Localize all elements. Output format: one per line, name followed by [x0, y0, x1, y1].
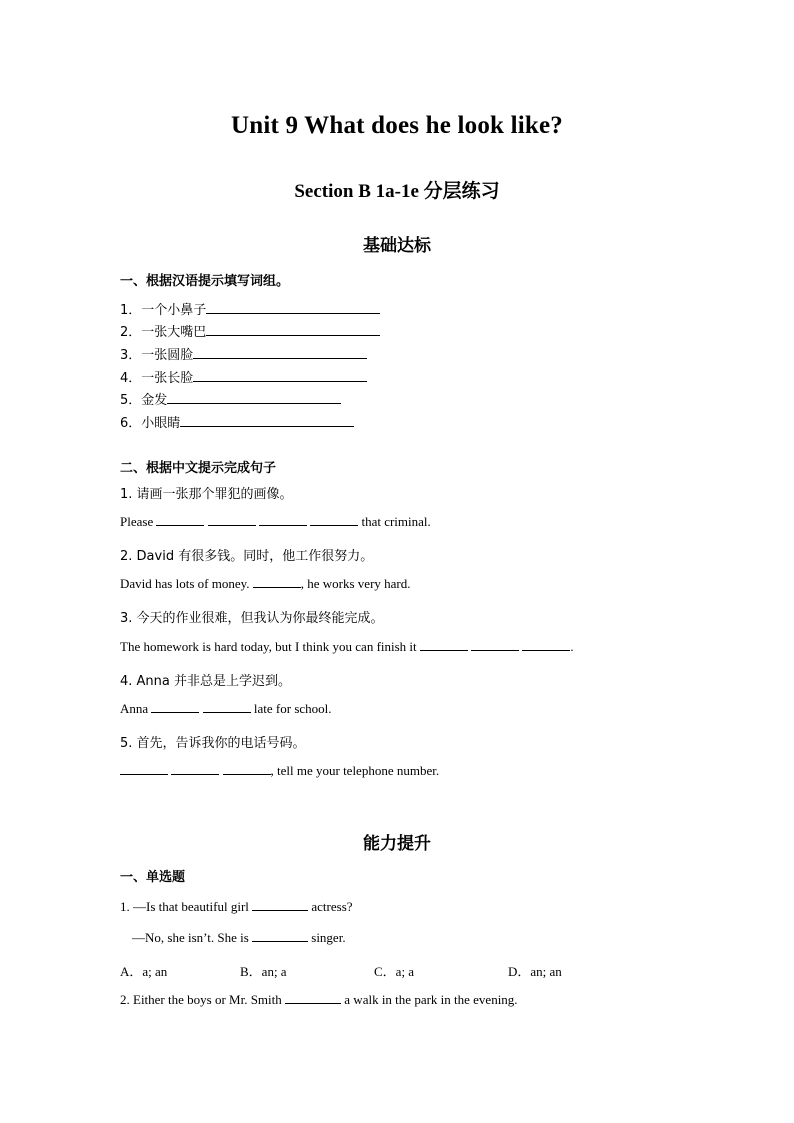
question-text: a walk in the park in the evening.	[344, 992, 518, 1007]
sentence-line-en	[120, 701, 332, 717]
item-number: 1．	[120, 303, 142, 318]
sentence-part-heading: 二、根据中文提示完成句子	[120, 461, 277, 476]
question-line	[120, 992, 518, 1008]
item-number: 6．	[120, 416, 142, 431]
answer-blank[interactable]	[120, 763, 168, 775]
item-number: 4．	[120, 371, 142, 386]
answer-blank[interactable]	[285, 992, 341, 1004]
question-text: 1. —Is that beautiful girl	[120, 899, 249, 914]
basic-section-heading: 基础达标	[363, 236, 431, 256]
sentence-line-en	[120, 576, 411, 592]
answer-blank[interactable]	[171, 763, 219, 775]
question-text: actress?	[311, 899, 353, 914]
answer-line[interactable]	[206, 322, 380, 336]
vocab-item	[120, 344, 367, 363]
item-prompt: 金发	[141, 393, 168, 408]
sentence-text: that criminal.	[361, 514, 431, 529]
answer-line[interactable]	[167, 390, 341, 404]
answer-line[interactable]	[206, 300, 380, 314]
answer-blank[interactable]	[259, 514, 307, 526]
answer-line[interactable]	[180, 413, 354, 427]
sentence-text: Please	[120, 514, 154, 529]
answer-blank[interactable]	[156, 514, 204, 526]
item-prompt: 一张大嘴巴	[141, 325, 207, 340]
item-number: 3．	[120, 348, 142, 363]
sentence-text: , he works very hard.	[300, 576, 411, 591]
sentence-text: .	[570, 639, 574, 654]
mcq-part-heading: 一、单选题	[120, 870, 186, 885]
answer-line[interactable]	[193, 345, 367, 359]
answer-blank[interactable]	[151, 701, 199, 713]
item-prompt: 小眼睛	[141, 416, 181, 431]
question-line	[132, 930, 346, 946]
item-number: 2．	[120, 325, 142, 340]
vocab-item	[120, 321, 380, 340]
sentence-prompt-cn: 4. Anna 并非总是上学迟到。	[120, 674, 292, 689]
sentence-line-en	[120, 514, 431, 530]
sentence-text: David has lots of money.	[120, 576, 250, 591]
answer-blank[interactable]	[522, 639, 570, 651]
vocab-part-heading: 一、根据汉语提示填写词组。	[120, 274, 290, 289]
item-prompt: 一个小鼻子	[141, 303, 207, 318]
vocab-item	[120, 299, 380, 318]
vocab-item	[120, 367, 367, 386]
question-text: 2. Either the boys or Mr. Smith	[120, 992, 282, 1007]
sentence-prompt-cn: 1. 请画一张那个罪犯的画像。	[120, 487, 293, 502]
page-title: Unit 9 What does he look like?	[231, 112, 563, 139]
vocab-item	[120, 389, 341, 408]
advanced-section-heading: 能力提升	[363, 834, 431, 854]
answer-blank[interactable]	[252, 899, 308, 911]
sentence-prompt-cn: 5. 首先，告诉我你的电话号码。	[120, 736, 306, 751]
question-text: singer.	[311, 930, 346, 945]
vocab-item	[120, 412, 354, 431]
question-line	[120, 899, 353, 915]
sentence-text: The homework is hard today, but I think you can finish it	[120, 639, 417, 654]
option-a[interactable]: A．a; an	[120, 964, 168, 979]
option-d[interactable]: D．an; an	[508, 964, 562, 979]
sentence-prompt-cn: 2. David 有很多钱。同时，他工作很努力。	[120, 549, 374, 564]
question-text: —No, she isn’t. She is	[132, 930, 249, 945]
sentence-text: late for school.	[253, 701, 332, 716]
item-prompt: 一张圆脸	[141, 348, 194, 363]
page-subtitle: Section B 1a-1e 分层练习	[294, 181, 500, 202]
answer-blank[interactable]	[253, 576, 301, 588]
item-number: 5．	[120, 393, 142, 408]
answer-blank[interactable]	[252, 930, 308, 942]
option-b[interactable]: B．an; a	[240, 964, 287, 979]
sentence-line-en	[120, 639, 574, 655]
sentence-text: , tell me your telephone number.	[270, 763, 440, 778]
answer-blank[interactable]	[310, 514, 358, 526]
option-c[interactable]: C．a; a	[374, 964, 415, 979]
answer-blank[interactable]	[471, 639, 519, 651]
answer-blank[interactable]	[203, 701, 251, 713]
sentence-text: Anna	[120, 701, 149, 716]
item-prompt: 一张长脸	[141, 371, 194, 386]
answer-blank[interactable]	[223, 763, 271, 775]
sentence-line-en	[120, 763, 439, 779]
answer-blank[interactable]	[420, 639, 468, 651]
answer-blank[interactable]	[208, 514, 256, 526]
sentence-prompt-cn: 3. 今天的作业很难，但我认为你最终能完成。	[120, 611, 384, 626]
answer-line[interactable]	[193, 368, 367, 382]
